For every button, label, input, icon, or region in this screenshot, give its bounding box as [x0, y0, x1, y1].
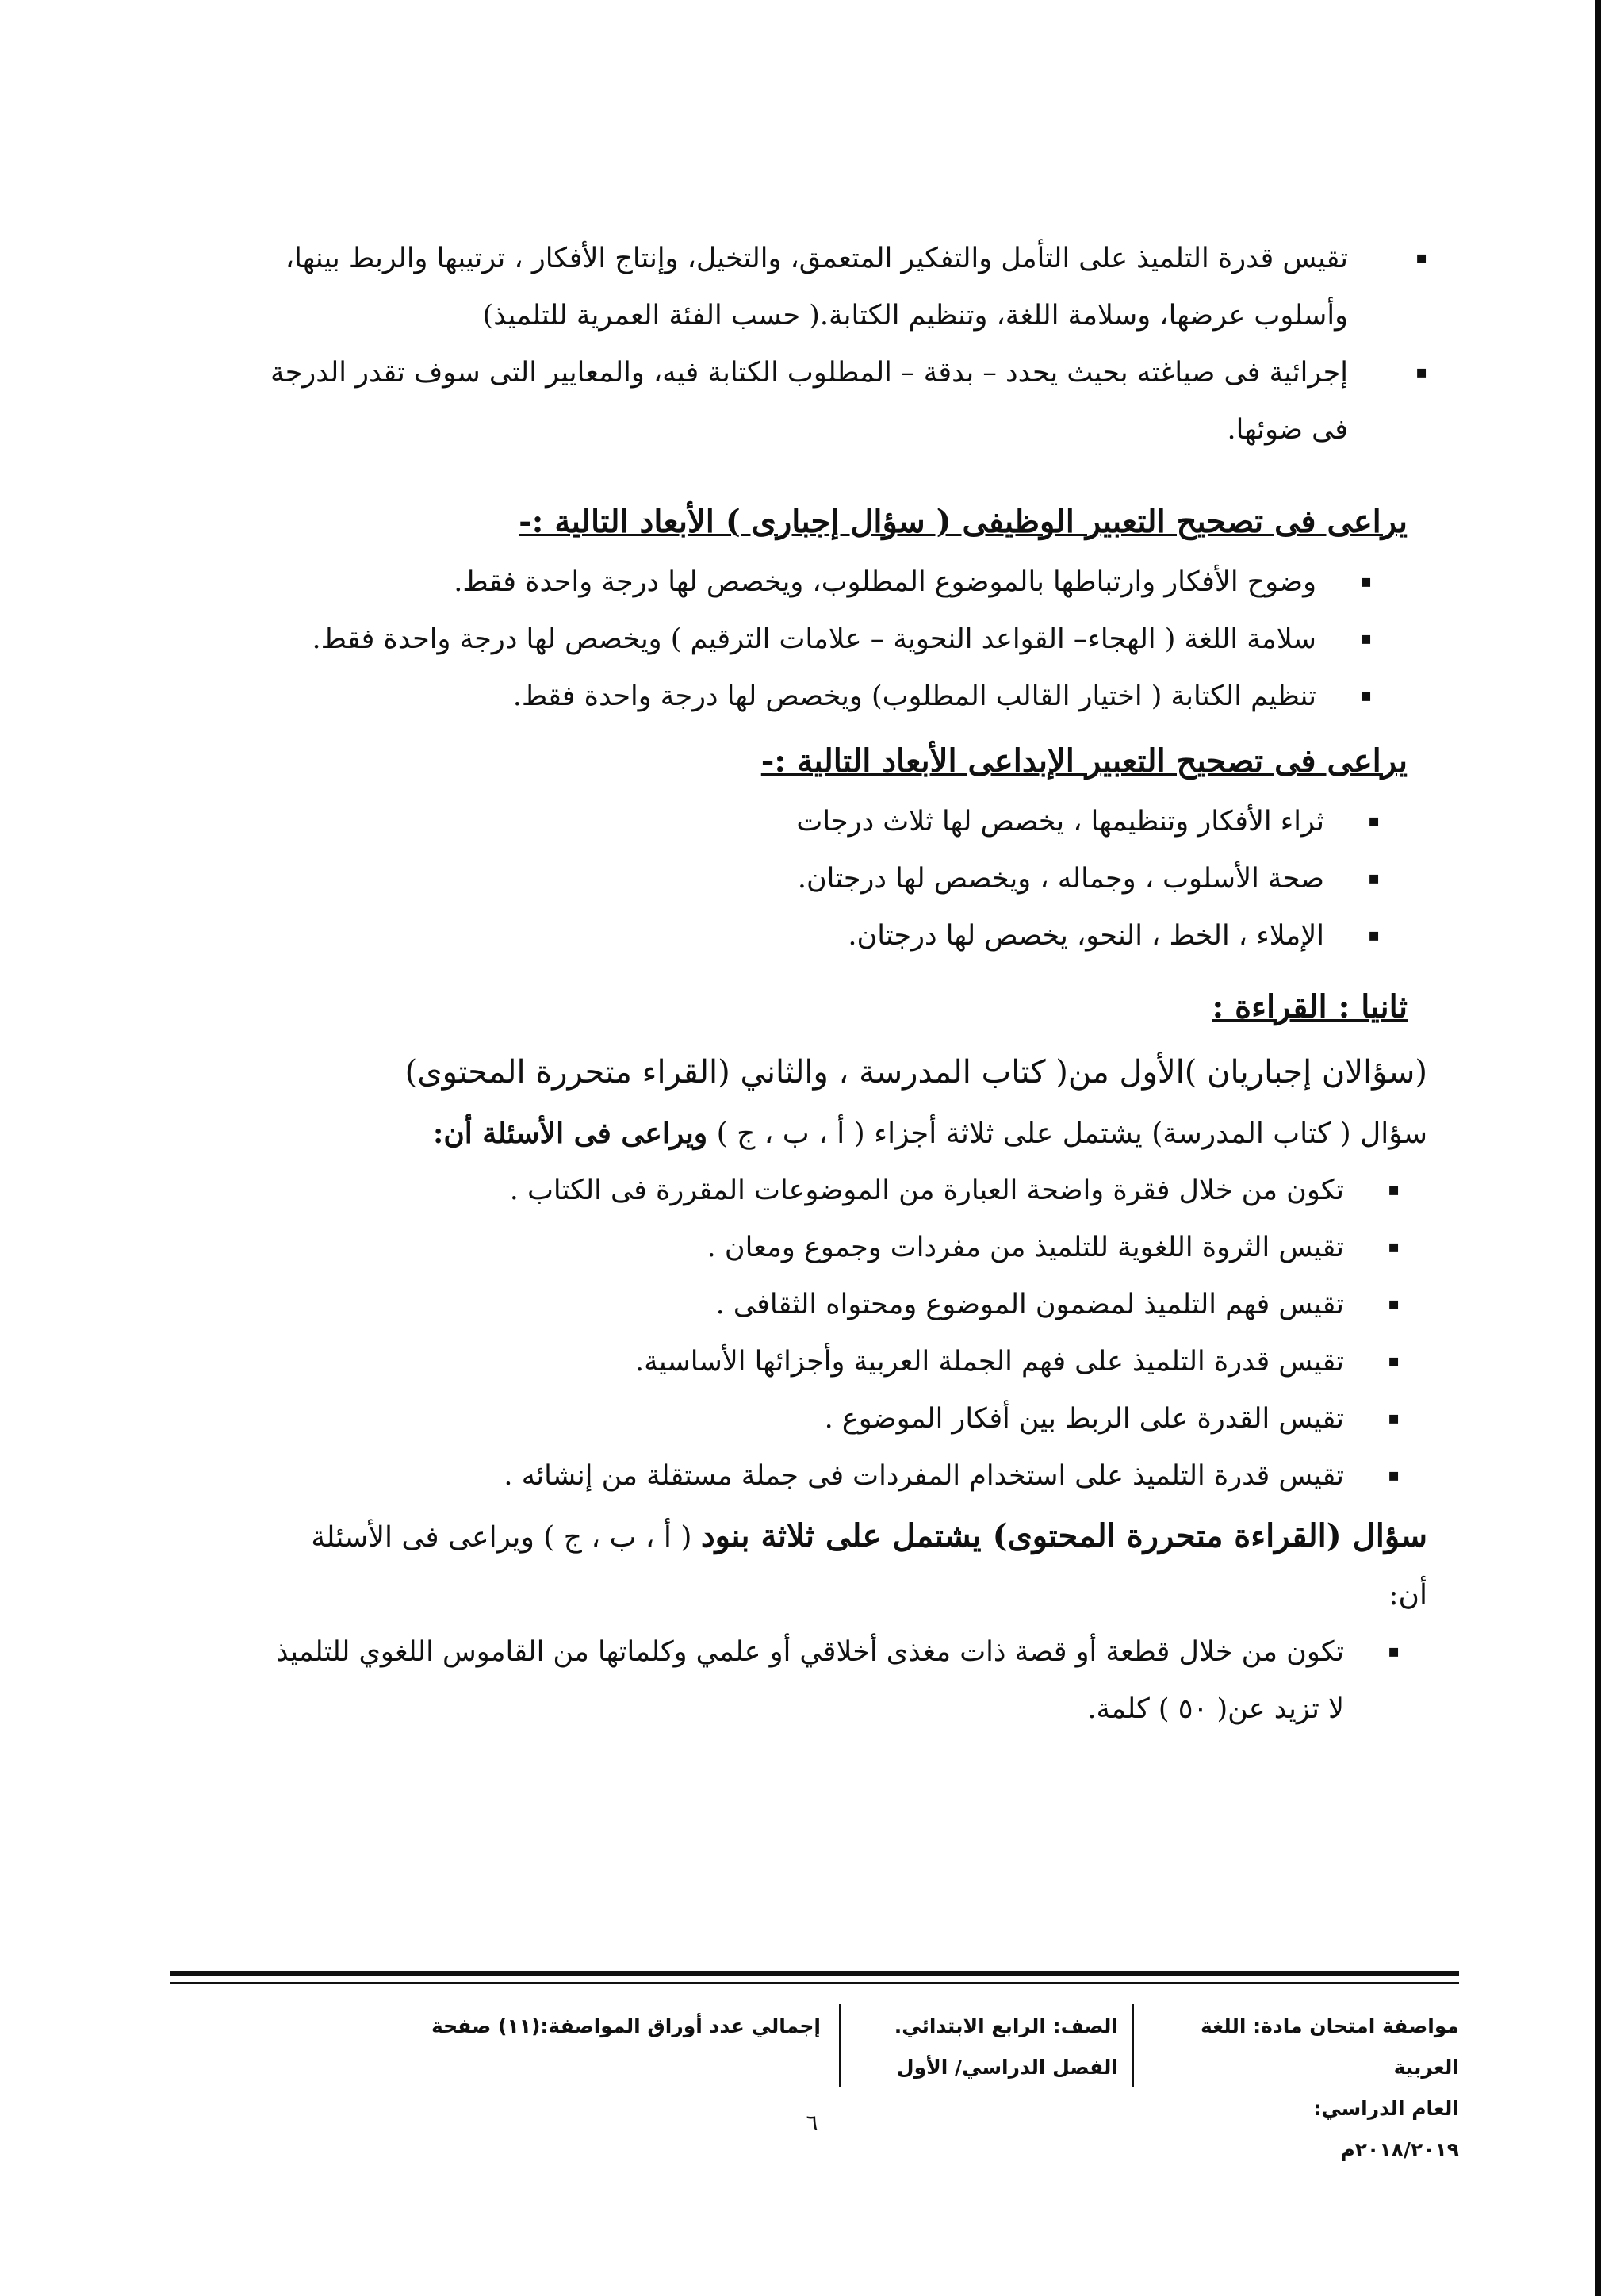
creative-heading: يراعى فى تصحيح التعبير الإبداعى الأبعاد التالية :-: [760, 742, 1408, 780]
bullet-icon: ▪: [1388, 1294, 1400, 1314]
reading-intro: (سؤالان إجباريان )الأول من( كتاب المدرسة ، والثاني (القراء متحررة المحتوى): [404, 1054, 1427, 1091]
school-year: العام الدراسي: ٢٠١٨/٢٠١٩م: [1313, 2097, 1459, 2161]
list-item: [270, 668, 1396, 725]
list-item: [270, 1162, 1423, 1219]
list-item-text: تكون من خلال قطعة أو قصة ذات مغذى أخلاقي أو علمي وكلماتها من القاموس اللغوي للتلميذ لا تزيد عن( ٥٠ ) كلمة.: [275, 1636, 1344, 1725]
footer-grade-cell: [880, 2006, 1118, 2088]
list-item-text: تقيس قدرة التلميذ على استخدام المفردات فى جملة مستقلة من إنشائه .: [504, 1460, 1344, 1492]
list-item-text: تقيس القدرة على الربط بين أفكار الموضوع .: [824, 1403, 1344, 1435]
list-item: [270, 611, 1396, 668]
free-question-list: [270, 1623, 1423, 1738]
footer-rule: [170, 1982, 1459, 1984]
list-item-text: الإملاء ، الخط ، النحو، يخصص لها درجتان.: [848, 920, 1324, 952]
bullet-icon: ▪: [1388, 1642, 1400, 1662]
bullet-icon: ▪: [1388, 1409, 1400, 1428]
list-item: [270, 1276, 1423, 1333]
footer-separator: [1132, 2004, 1134, 2087]
school-question-list: [270, 1162, 1423, 1504]
bullet-icon: ▪: [1388, 1237, 1400, 1257]
school-question-line: [270, 1106, 1427, 1162]
functional-list: [270, 554, 1396, 725]
bullet-icon: ▪: [1360, 629, 1372, 649]
page-footer: [170, 1971, 1459, 2161]
school-question-tail: ويراعى فى الأسئلة أن:: [433, 1117, 708, 1150]
bullet-icon: ▪: [1388, 1180, 1400, 1200]
free-question-line: [270, 1504, 1427, 1623]
list-item: [270, 1219, 1423, 1276]
list-item-text: تقيس الثروة اللغوية للتلميذ من مفردات وجموع ومعان .: [707, 1232, 1344, 1263]
intro-list: [270, 230, 1427, 458]
list-item-text: تقيس قدرة التلميذ على التأمل والتفكير المتعمق، والتخيل، وإنتاج الأفكار ، ترتيبها والربط بينها، وأسلوب عرضها، وسلامة اللغة، وتنظيم الكتابة.( حسب الفئة العمرية للتلميذ): [285, 243, 1348, 332]
list-item: [270, 907, 1404, 964]
bullet-icon: ▪: [1388, 1351, 1400, 1371]
grade: الصف: الرابع الابتدائي.: [894, 2014, 1118, 2037]
footer-rule: [170, 1971, 1459, 1976]
footer-spec-cell: [1197, 2006, 1459, 2171]
list-item-text: تكون من خلال فقرة واضحة العبارة من الموضوعات المقررة فى الكتاب .: [509, 1175, 1344, 1206]
list-item: [270, 230, 1427, 344]
document-body: [270, 230, 1427, 1738]
bullet-icon: ▪: [1415, 362, 1427, 382]
bullet-icon: ▪: [1415, 248, 1427, 268]
list-item-text: ثراء الأفكار وتنظيمها ، يخصص لها ثلاث درجات: [796, 806, 1324, 838]
list-item: [270, 1447, 1423, 1504]
bullet-icon: ▪: [1368, 926, 1380, 945]
functional-heading: يراعى فى تصحيح التعبير الوظيفى ( سؤال إجبارى ) الأبعاد التالية :-: [519, 503, 1408, 540]
list-item: [270, 1390, 1423, 1447]
list-item: [270, 1333, 1423, 1390]
list-item: [270, 554, 1396, 611]
list-item-text: صحة الأسلوب ، وجماله ، ويخصص لها درجتان.: [797, 863, 1324, 895]
list-item: [270, 850, 1404, 907]
list-item-text: سلامة اللغة ( الهجاء– القواعد النحوية – علامات الترقيم ) ويخصص لها درجة واحدة فقط.: [312, 623, 1316, 655]
bullet-icon: ▪: [1388, 1466, 1400, 1485]
list-item: [270, 344, 1427, 458]
page-edge: [1595, 0, 1601, 2296]
reading-heading: ثانيا : القراءة :: [1212, 988, 1408, 1025]
page-number: ٦: [806, 2110, 818, 2136]
footer-separator: [839, 2004, 841, 2087]
free-question-lead: سؤال (القراءة متحررة المحتوى) يشتمل على ثلاثة بنود: [700, 1517, 1427, 1554]
spec-title: مواصفة امتحان مادة: اللغة العربية: [1200, 2014, 1459, 2079]
term: الفصل الدراسي/ الأول: [896, 2056, 1118, 2079]
list-item: [270, 793, 1404, 850]
list-item-text: وضوح الأفكار وارتباطها بالموضوع المطلوب، ويخصص لها درجة واحدة فقط.: [454, 566, 1316, 598]
bullet-icon: ▪: [1360, 572, 1372, 592]
bullet-icon: ▪: [1368, 868, 1380, 888]
list-item-text: تقيس قدرة التلميذ على فهم الجملة العربية وأجزائها الأساسية.: [635, 1346, 1344, 1378]
total-pages: إجمالي عدد أوراق المواصفة:(١١) صفحة: [431, 2014, 821, 2037]
bullet-icon: ▪: [1368, 811, 1380, 831]
bullet-icon: ▪: [1360, 686, 1372, 706]
footer-pages-cell: [170, 2006, 821, 2047]
list-item-text: تقيس فهم التلميذ لمضمون الموضوع ومحتواه الثقافى .: [715, 1289, 1344, 1320]
list-item-text: إجرائية فى صياغته بحيث يحدد – بدقة – المطلوب الكتابة فيه، والمعايير التى سوف تقدر الدرجة فى ضوئها.: [270, 357, 1348, 446]
free-question-tail: ( أ ، ب ، ج ) ويراعى فى الأسئلة أن:: [311, 1521, 1427, 1612]
list-item: [270, 1623, 1423, 1738]
list-item-text: تنظيم الكتابة ( اختيار القالب المطلوب) ويخصص لها درجة واحدة فقط.: [512, 680, 1316, 712]
school-question-lead: سؤال ( كتاب المدرسة) يشتمل على ثلاثة أجزاء ( أ ، ب ، ج ): [716, 1117, 1427, 1150]
creative-list: [270, 793, 1404, 964]
